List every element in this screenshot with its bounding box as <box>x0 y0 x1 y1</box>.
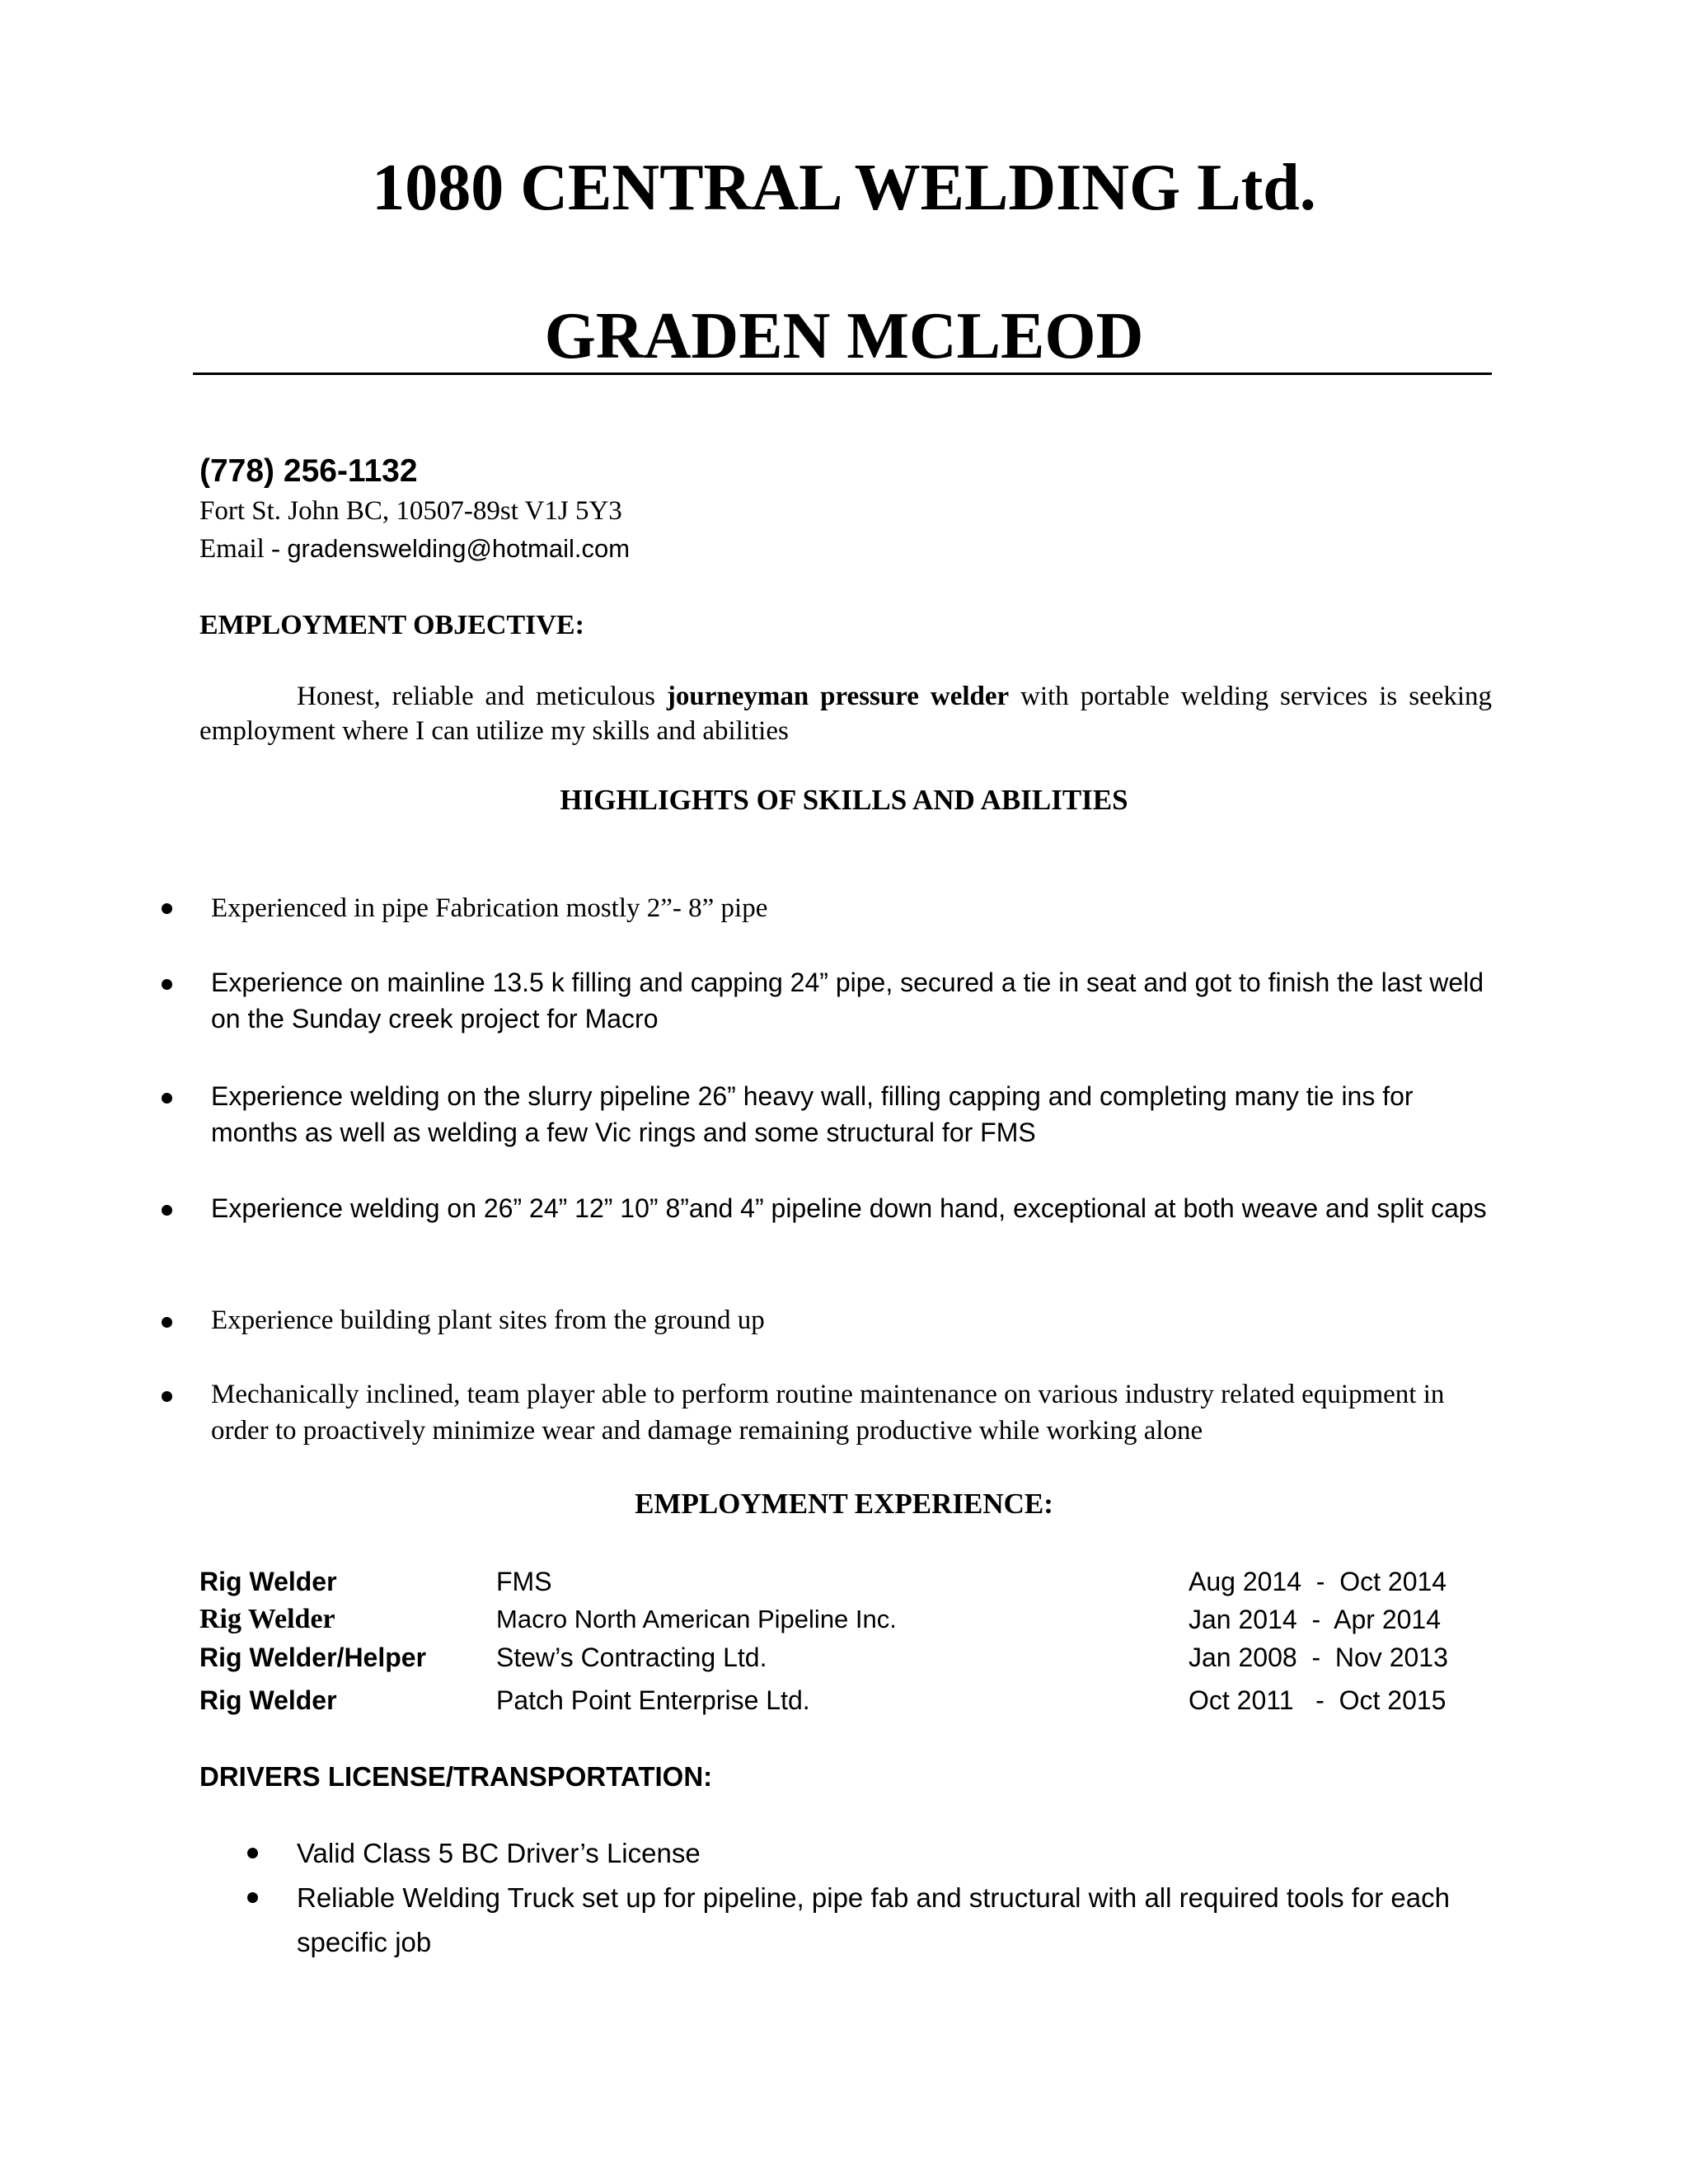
skill-text: Experience welding on 26” 24” 12” 10” 8”and 4” pipeline down hand, exceptional at both weave and split caps <box>211 1193 1487 1223</box>
job-title: Rig Welder <box>199 1604 335 1634</box>
skill-text: Experience on mainline 13.5 k filling and capping 24” pipe, secured a tie in seat and got to finish the last weld on the Sunday creek project for Macro <box>211 968 1484 1033</box>
job-company: FMS <box>496 1567 552 1596</box>
job-dates: Jan 2008 - Nov 2013 <box>1189 1643 1448 1672</box>
license-item: Valid Class 5 BC Driver’s License <box>297 1838 701 1868</box>
email-label: Email - <box>199 534 281 564</box>
bullet-icon <box>162 1391 172 1402</box>
table-row <box>0 1601 1688 1638</box>
phone-number: (778) 256-1132 <box>199 453 418 489</box>
job-dates: Oct 2011 - Oct 2015 <box>1189 1685 1447 1715</box>
license-heading: DRIVERS LICENSE/TRANSPORTATION: <box>199 1761 713 1792</box>
job-dates: Jan 2014 - Apr 2014 <box>1189 1605 1441 1634</box>
email-address: gradenswelding@hotmail.com <box>287 534 631 563</box>
skill-text: Experienced in pipe Fabrication mostly 2”- 8” pipe <box>211 893 768 923</box>
email-line <box>199 532 630 565</box>
company-name: 1080 CENTRAL WELDING Ltd. <box>372 152 1316 224</box>
job-company: Patch Point Enterprise Ltd. <box>496 1685 810 1715</box>
job-company: Macro North American Pipeline Inc. <box>496 1605 897 1633</box>
table-row <box>0 1638 1688 1676</box>
address: Fort St. John BC, 10507-89st V1J 5Y3 <box>199 496 622 526</box>
applicant-name: GRADEN MCLEOD <box>544 300 1144 373</box>
job-title: Rig Welder <box>199 1685 337 1715</box>
job-title: Rig Welder/Helper <box>199 1643 427 1672</box>
bullet-icon <box>162 903 172 914</box>
objective-text-start: Honest, reliable and meticulous <box>297 682 667 711</box>
objective-text-end: with portable welding services is seeking employment where I can utilize my skills and abilities <box>199 682 1493 746</box>
header-divider <box>193 373 1492 375</box>
objective-text <box>199 679 1492 748</box>
objective-text-bold: journeyman pressure welder <box>666 682 1010 711</box>
license-item: Reliable Welding Truck set up for pipeline, pipe fab and structural with all required tools for each specific job <box>297 1882 1450 1957</box>
skills-heading: HIGHLIGHTS OF SKILLS AND ABILITIES <box>560 784 1128 816</box>
bullet-icon <box>162 1093 172 1104</box>
job-title: Rig Welder <box>199 1567 337 1596</box>
skill-text: Experience welding on the slurry pipeline 26” heavy wall, filling capping and completing many tie ins for months as well as welding a few Vic rings and some structural for FMS <box>211 1081 1414 1147</box>
skill-text: Experience building plant sites from the ground up <box>211 1305 765 1335</box>
table-row <box>0 1681 1688 1719</box>
bullet-icon <box>247 1892 258 1903</box>
job-company: Stew’s Contracting Ltd. <box>496 1643 767 1672</box>
bullet-icon <box>247 1848 258 1858</box>
experience-heading: EMPLOYMENT EXPERIENCE: <box>635 1488 1053 1520</box>
objective-heading: EMPLOYMENT OBJECTIVE: <box>199 610 584 640</box>
bullet-icon <box>162 979 172 990</box>
job-dates: Aug 2014 - Oct 2014 <box>1189 1567 1447 1596</box>
table-row <box>0 1563 1688 1601</box>
bullet-icon <box>162 1317 172 1328</box>
bullet-icon <box>162 1205 172 1216</box>
skill-text: Mechanically inclined, team player able to perform routine maintenance on various industry related equipment in order to proactively minimize wear and damage remaining productive while working alone <box>211 1380 1445 1446</box>
